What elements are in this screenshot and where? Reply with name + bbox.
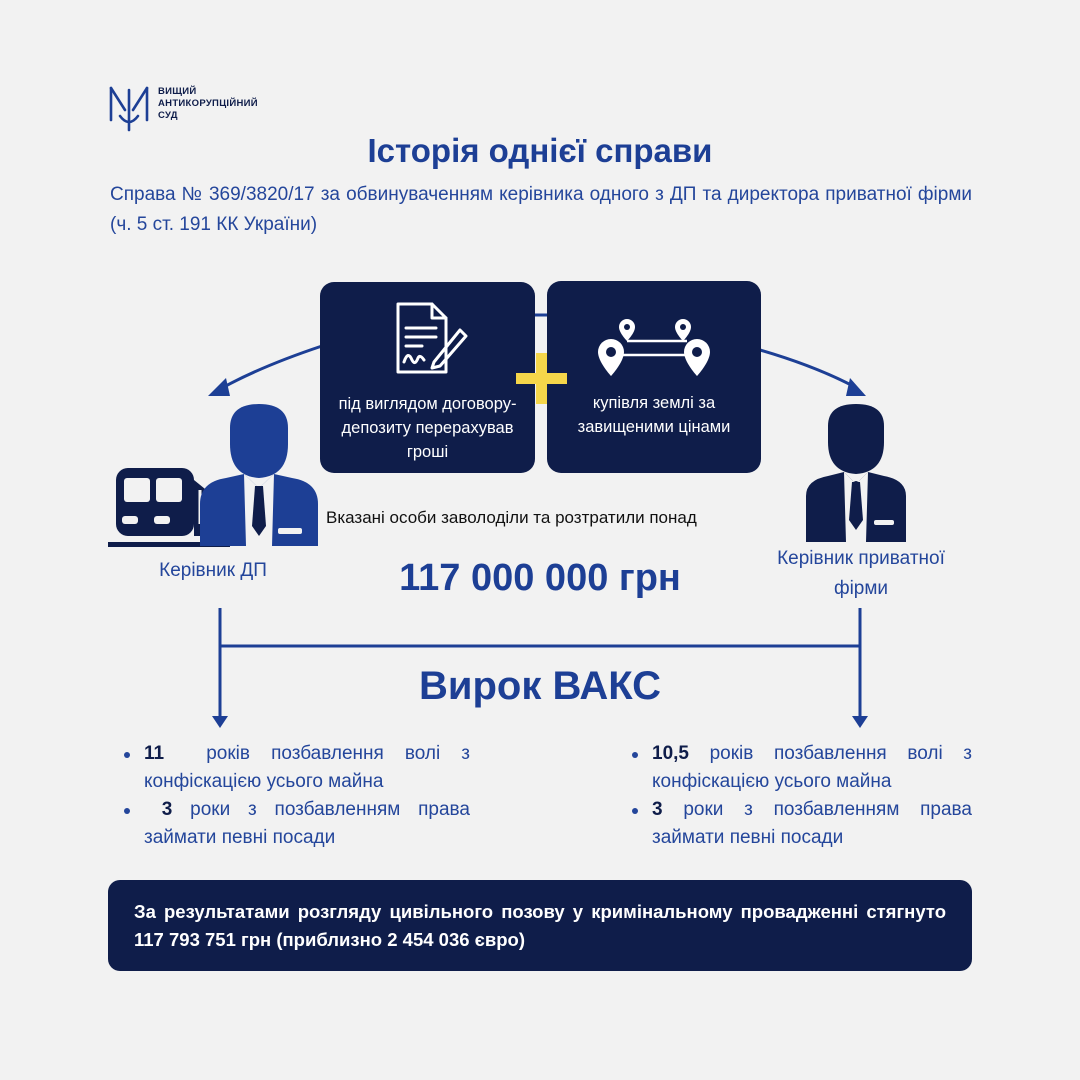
signed-document-icon xyxy=(390,300,470,376)
case-subtitle: Справа № 369/3820/17 за обвинуваченням керівника одного з ДП та директора приватної фірми (ч. 5 ст. 191 КК України) xyxy=(110,184,972,235)
right-curved-arrow xyxy=(760,350,855,387)
left-person-icon xyxy=(200,400,318,546)
logo-line-1: ВИЩИЙ xyxy=(158,86,197,97)
card-deposit-transfer xyxy=(320,282,535,473)
card-land-purchase xyxy=(547,281,761,473)
left-person-label: Керівник ДП xyxy=(159,560,267,581)
card-land-text: купівля землі за завищеними цінами xyxy=(577,394,731,436)
embezzled-amount: 117 000 000 грн xyxy=(399,557,681,599)
left-sentence-list xyxy=(120,740,470,852)
list-item: 3 роки з позбавленням права займати певні посади xyxy=(120,796,470,852)
right-person-label: Керівник приватної фірми xyxy=(777,548,945,599)
right-person-icon xyxy=(806,402,906,542)
map-pins-route-icon xyxy=(593,315,715,379)
page-title: Історія однієї справи xyxy=(367,132,713,169)
logo-line-3: СУД xyxy=(158,110,178,121)
plus-icon xyxy=(516,353,567,404)
logo-line-2: АНТИКОРУПЦІЙНИЙ xyxy=(158,98,258,109)
left-curved-arrow xyxy=(222,346,322,388)
civil-claim-text: За результатами розгляду цивільного позову у кримінальному провадженні стягнуто 117 793 751 грн (приблизно 2 454 036 євро) xyxy=(134,901,946,950)
right-sentence-list xyxy=(628,740,972,852)
list-item: 11 років позбавлення волі з конфіскацією усього майна xyxy=(120,740,470,796)
card-deposit-text: під виглядом договору-депозиту перерахував гроші xyxy=(338,395,517,461)
list-item: 3 роки з позбавленням права займати певні посади xyxy=(628,796,972,852)
statement-text: Вказані особи заволоділи та розтратили понад xyxy=(326,508,697,527)
list-item: 10,5 років позбавлення волі з конфіскацією усього майна xyxy=(628,740,972,796)
civil-claim-box xyxy=(108,880,972,971)
left-arrowhead xyxy=(208,378,230,396)
right-arrowhead xyxy=(846,378,866,396)
verdict-title: Вирок ВАКС xyxy=(418,664,662,708)
